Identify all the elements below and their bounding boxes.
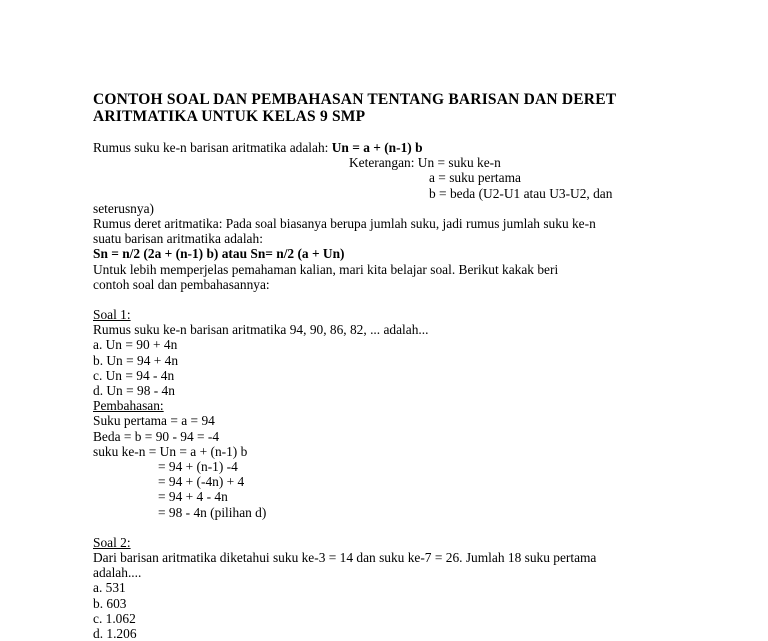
deret-formula: Sn = n/2 (2a + (n-1) b) atau Sn= n/2 (a + Un) xyxy=(93,246,345,262)
penjelas-line-1: Untuk lebih memperjelas pemahaman kalian, mari kita belajar soal. Berikut kakak beri xyxy=(93,261,559,277)
rumus-formula: Un = a + (n-1) b xyxy=(331,140,423,155)
spacer xyxy=(93,520,693,535)
deret-line-1: Rumus deret aritmatika: Pada soal biasanya berupa jumlah suku, jadi rumus jumlah suku ke-n xyxy=(93,215,596,231)
pembahasan-step-4: = 94 + (n-1) -4 xyxy=(158,458,238,474)
pembahasan-step-3: suku ke-n = Un = a + (n-1) b xyxy=(93,443,248,459)
deret-line-2: suatu barisan aritmatika adalah: xyxy=(93,231,263,247)
rumus-line xyxy=(93,140,693,155)
pembahasan-heading: Pembahasan: xyxy=(93,398,164,414)
pembahasan-step-6: = 94 + 4 - 4n xyxy=(158,489,228,505)
soal-1-option-b: b. Un = 94 + 4n xyxy=(93,352,179,368)
document-body xyxy=(93,140,693,641)
spacer xyxy=(93,292,693,307)
soal-2-option-d: d. 1.206 xyxy=(93,626,137,641)
keterangan-line-3: b = beda (U2-U1 atau U3-U2, dan xyxy=(429,185,613,201)
pembahasan-step-1: Suku pertama = a = 94 xyxy=(93,413,215,429)
pembahasan-step-7: = 98 - 4n (pilihan d) xyxy=(158,504,267,520)
title-line-2: ARITMATIKA UNTUK KELAS 9 SMP xyxy=(93,108,366,125)
soal-2-option-b: b. 603 xyxy=(93,595,127,611)
title-line-1: CONTOH SOAL DAN PEMBAHASAN TENTANG BARISAN DAN DERET xyxy=(93,91,617,108)
soal-2-question-line-2: adalah.... xyxy=(93,565,142,581)
rumus-label: Rumus suku ke-n barisan aritmatika adalah: xyxy=(93,140,332,155)
soal-1-question: Rumus suku ke-n barisan aritmatika 94, 90, 86, 82, ... adalah... xyxy=(93,322,429,338)
soal-1-option-a: a. Un = 90 + 4n xyxy=(93,337,178,353)
keterangan-line-1: Keterangan: Un = suku ke-n xyxy=(349,155,501,171)
soal-2-option-a: a. 531 xyxy=(93,580,126,596)
pembahasan-step-5: = 94 + (-4n) + 4 xyxy=(158,474,245,490)
soal-2-question-line-1: Dari barisan aritmatika diketahui suku ke-3 = 14 dan suku ke-7 = 26. Jumlah 18 suku pertama xyxy=(93,550,597,566)
penjelas-line-2: contoh soal dan pembahasannya: xyxy=(93,276,270,292)
soal-1-heading: Soal 1: xyxy=(93,307,131,323)
soal-2-heading: Soal 2: xyxy=(93,534,131,550)
keterangan-line-4: seterusnya) xyxy=(93,200,154,216)
soal-1-option-c: c. Un = 94 - 4n xyxy=(93,367,175,383)
document-title xyxy=(93,91,616,125)
pembahasan-step-2: Beda = b = 90 - 94 = -4 xyxy=(93,428,220,444)
keterangan-line-2: a = suku pertama xyxy=(429,170,521,186)
soal-1-option-d: d. Un = 98 - 4n xyxy=(93,383,175,398)
soal-2-option-c: c. 1.062 xyxy=(93,610,136,626)
